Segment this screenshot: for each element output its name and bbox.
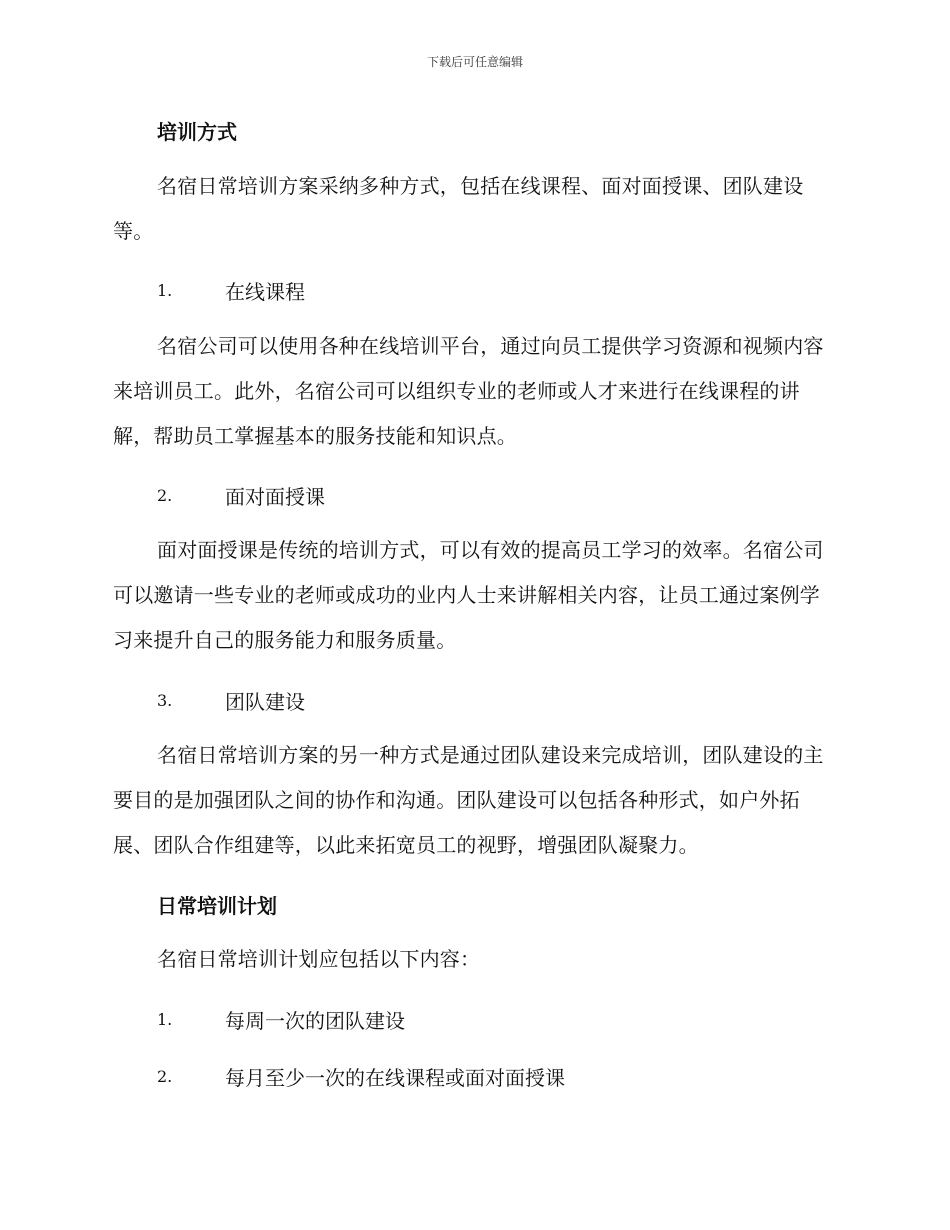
paragraph-daily-plan-intro: 名宿日常培训计划应包括以下内容： [157, 947, 481, 971]
paragraph-training-intro: 名宿日常培训方案采纳多种方式，包括在线课程、面对面授课、团队建设等。 [113, 174, 804, 243]
list-number: 3. [157, 691, 173, 710]
section-heading-training-methods: 培训方式 [157, 120, 237, 144]
list-item-label: 在线课程 [225, 280, 305, 304]
list-number: 2. [157, 486, 173, 505]
paragraph-online-course: 名宿公司可以使用各种在线培训平台，通过向员工提供学习资源和视频内容来培训员工。此外，名宿公司可以组织专业的老师或人才来进行在线课程的讲解，帮助员工掌握基本的服务技能和知识点。 [113, 334, 824, 448]
paragraph-face-to-face: 面对面授课是传统的培训方式，可以有效的提高员工学习的效率。名宿公司可以邀请一些专业的老师或成功的业内人士来讲解相关内容，让员工通过案例学习来提升自己的服务能力和服务质量。 [113, 538, 824, 652]
list-number: 2. [157, 1067, 173, 1086]
list-item-monthly-course [157, 1062, 875, 1091]
list-number: 1. [157, 1010, 173, 1029]
list-item-label: 团队建设 [225, 690, 305, 714]
list-item-label: 每月至少一次的在线课程或面对面授课 [225, 1066, 565, 1090]
list-item-label: 每周一次的团队建设 [225, 1009, 405, 1033]
section-heading-daily-plan: 日常培训计划 [157, 894, 277, 918]
list-item-face-to-face [157, 481, 875, 510]
page-header: 下载后可任意编辑 [426, 55, 523, 69]
paragraph-team-building: 名宿日常培训方案的另一种方式是通过团队建设来完成培训，团队建设的主要目的是加强团队之间的协作和沟通。团队建设可以包括各种形式，如户外拓展、团队合作组建等，以此来拓宽员工的视野，增强团队凝聚力。 [113, 743, 824, 857]
list-item-team-building [157, 686, 875, 715]
list-number: 1. [157, 281, 173, 300]
list-item-online-course [157, 276, 875, 305]
list-item-label: 面对面授课 [225, 485, 325, 509]
list-item-weekly-team-building [157, 1005, 875, 1034]
